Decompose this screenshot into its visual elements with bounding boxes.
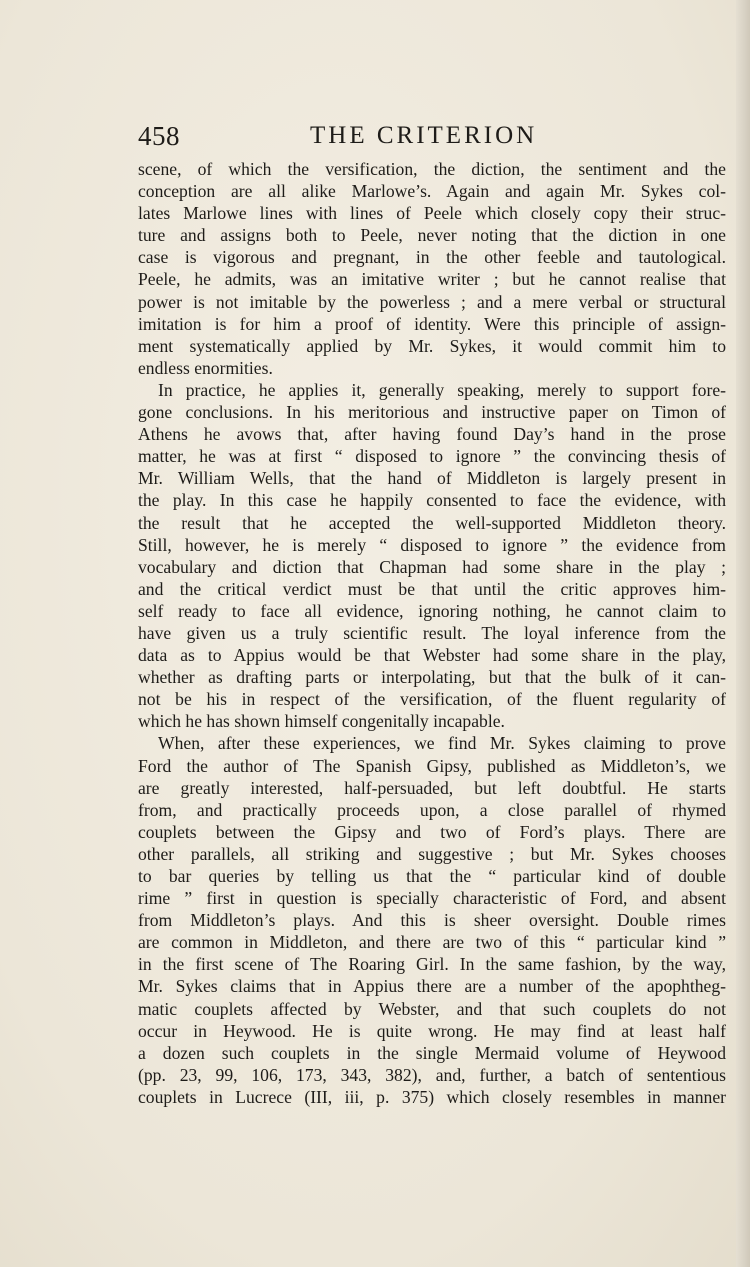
text-line: self ready to face all evidence, ignoring nothing, he cannot claim to — [138, 600, 726, 621]
text-line: rime ” first in question is specially characteristic of Ford, and absent — [138, 888, 726, 909]
text-line: which he has shown himself congenitally incapable. — [138, 711, 505, 732]
text-line: power is not imitable by the powerless ; and a mere verbal or structural — [138, 291, 726, 312]
page-header — [138, 118, 726, 154]
text-line: in the first scene of The Roaring Girl. In the same fashion, by the way, — [138, 954, 726, 975]
text-line: are common in Middleton, and there are two of this “ particular kind ” — [138, 932, 726, 953]
text-line: gone conclusions. In his meritorious and instructive paper on Timon of — [138, 402, 726, 423]
text-line: data as to Appius would be that Webster had some share in the play, — [138, 645, 726, 666]
text-line: occur in Heywood. He is quite wrong. He may find at least half — [138, 1020, 726, 1041]
text-line: other parallels, all striking and suggestive ; but Mr. Sykes chooses — [138, 843, 726, 864]
text-line: Mr. William Wells, that the hand of Middleton is largely present in — [138, 468, 726, 489]
page-edge-shadow — [736, 0, 750, 1267]
text-line: When, after these experiences, we find Mr. Sykes claiming to prove — [158, 733, 726, 754]
text-line: Ford the author of The Spanish Gipsy, published as Middleton’s, we — [138, 755, 726, 776]
text-line: vocabulary and diction that Chapman had some share in the play ; — [138, 556, 726, 577]
text-line: are greatly interested, half-persuaded, but left doubtful. He starts — [138, 777, 726, 798]
text-line: and the critical verdict must be that until the critic approves him- — [138, 578, 726, 599]
text-line: ment systematically applied by Mr. Sykes, it would commit him to — [138, 335, 726, 356]
text-line: case is vigorous and pregnant, in the other feeble and tautological. — [138, 247, 726, 268]
text-line: matic couplets affected by Webster, and that such couplets do not — [138, 998, 726, 1019]
text-line: ture and assigns both to Peele, never noting that the diction in one — [138, 225, 726, 246]
text-line: endless enormities. — [138, 357, 273, 378]
text-line: to bar queries by telling us that the “ particular kind of double — [138, 866, 726, 886]
text-line: Athens he avows that, after having found Day’s hand in the prose — [138, 424, 726, 445]
text-line: Peele, he admits, was an imitative writer ; but he cannot realise that — [138, 269, 726, 290]
text-line: the play. In this case he happily consented to face the evidence, with — [138, 490, 726, 511]
text-line: couplets between the Gipsy and two of Ford’s plays. There are — [138, 821, 726, 842]
text-line: matter, he was at first “ disposed to ignore ” the convincing thesis of — [138, 446, 726, 467]
text-line: imitation is for him a proof of identity. Were this principle of assign- — [138, 313, 726, 334]
text-line: In practice, he applies it, generally speaking, merely to support fore- — [158, 379, 726, 400]
text-line: whether as drafting parts or interpolating, but that the bulk of it can- — [138, 667, 726, 688]
text-line: the result that he accepted the well-supported Middleton theory. — [138, 512, 726, 533]
paragraph-2 — [138, 379, 726, 733]
text-line: Still, however, he is merely “ disposed to ignore ” the evidence from — [138, 534, 726, 555]
text-line: have given us a truly scientific result. The loyal inference from the — [138, 622, 726, 643]
text-line: a dozen such couplets in the single Mermaid volume of Heywood — [138, 1042, 726, 1063]
text-line: not be his in respect of the versification, of the fluent regularity of — [138, 689, 726, 710]
text-line: conception are all alike Marlowe’s. Again and again Mr. Sykes col- — [138, 181, 726, 202]
text-line: couplets in Lucrece (III, iii, p. 375) which closely resembles in manner — [138, 1086, 726, 1107]
text-line: Mr. Sykes claims that in Appius there are a number of the apophtheg- — [138, 976, 726, 997]
text-line: lates Marlowe lines with lines of Peele which closely copy their struc- — [138, 203, 726, 224]
body-text — [138, 158, 726, 1108]
text-line: from Middleton’s plays. And this is sheer oversight. Double rimes — [138, 910, 726, 931]
paragraph-1 — [138, 158, 726, 379]
page-number: 458 — [138, 121, 180, 151]
text-line: (pp. 23, 99, 106, 173, 343, 382), and, further, a batch of sententious — [138, 1064, 726, 1085]
text-line: scene, of which the versification, the diction, the sentiment and the — [138, 159, 726, 179]
text-line: from, and practically proceeds upon, a close parallel of rhymed — [138, 799, 726, 820]
running-title: THE CRITERION — [310, 122, 538, 149]
paragraph-3 — [138, 732, 726, 1108]
